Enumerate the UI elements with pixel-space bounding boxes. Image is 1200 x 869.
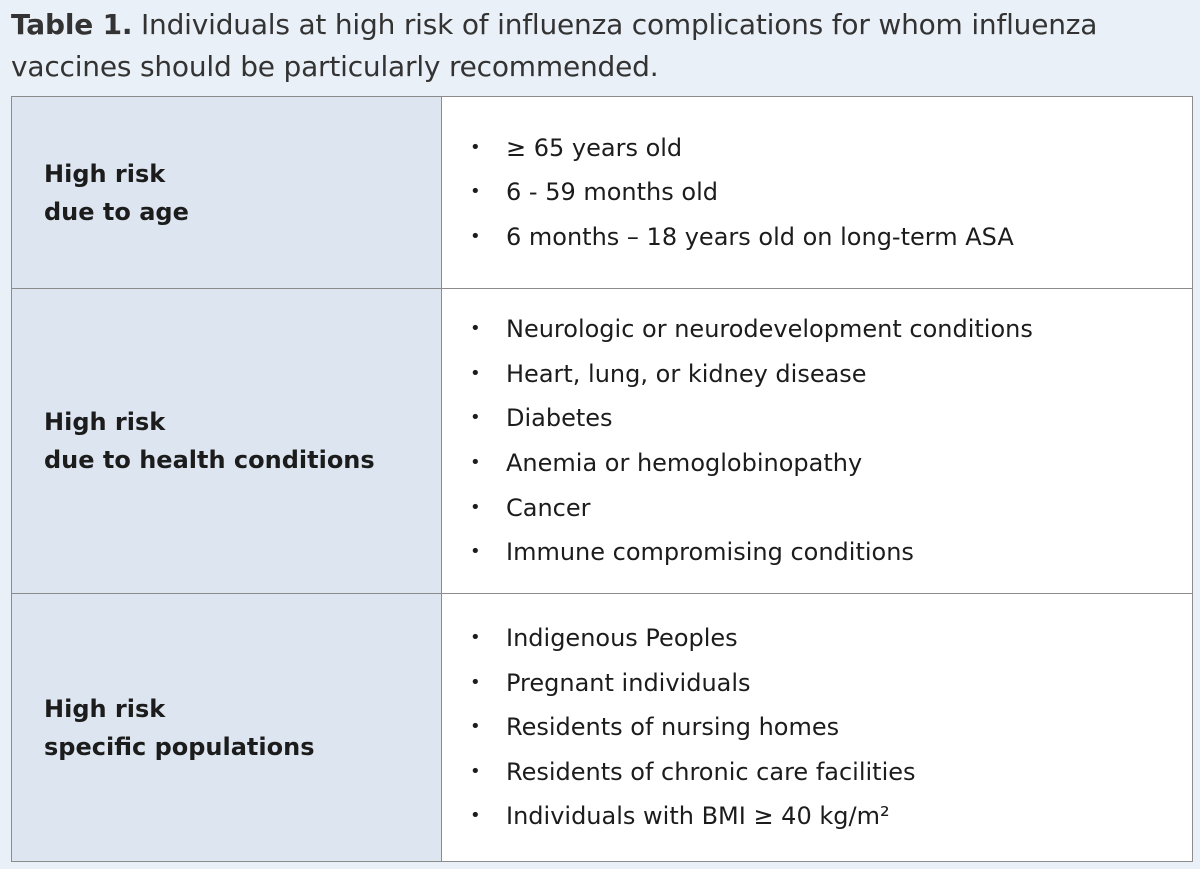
table-row — [12, 289, 1193, 594]
row-header-line: High risk — [44, 694, 166, 723]
bullet-icon: • — [470, 407, 481, 429]
row-items-populations — [442, 594, 1193, 862]
bullet-icon: • — [470, 496, 481, 518]
bullet-icon: • — [470, 181, 481, 203]
bullet-icon: • — [470, 760, 481, 782]
list-item — [470, 794, 1192, 839]
bullet-icon: • — [470, 671, 481, 693]
list-item — [470, 661, 1192, 706]
bullet-icon: • — [470, 136, 481, 158]
bullet-list — [442, 616, 1192, 839]
list-item — [470, 616, 1192, 661]
bullet-icon: • — [470, 541, 481, 563]
list-item-text: Cancer — [506, 493, 591, 522]
bullet-icon: • — [470, 452, 481, 473]
list-item-text: Immune compromising conditions — [506, 538, 914, 567]
table-caption-text: Individuals at high risk of influenza complications for whom influenza vaccines should be particularly recommended. — [11, 8, 1098, 83]
row-header-line: due to age — [44, 197, 189, 226]
list-item — [470, 170, 1192, 215]
row-items-age — [442, 97, 1193, 289]
list-item — [470, 215, 1192, 260]
list-item-text: Diabetes — [506, 404, 613, 433]
table-caption — [11, 4, 1191, 88]
row-items-health — [442, 289, 1193, 594]
list-item — [470, 126, 1192, 171]
list-item — [470, 530, 1192, 575]
list-item — [470, 307, 1192, 352]
row-header-line: High risk — [44, 408, 166, 436]
list-item-text: 6 - 59 months old — [506, 178, 718, 207]
list-item-text: Neurologic or neurodevelopment conditions — [506, 315, 1033, 344]
table-caption-label: Table 1. — [11, 8, 133, 41]
bullet-icon: • — [470, 627, 481, 649]
list-item — [470, 486, 1192, 531]
bullet-icon: • — [470, 362, 481, 384]
row-header-populations — [12, 594, 442, 862]
bullet-icon: • — [470, 225, 481, 247]
row-header-line: due to health conditions — [44, 446, 375, 474]
risk-groups-table — [11, 96, 1193, 862]
list-item — [470, 352, 1192, 397]
list-item-text: Heart, lung, or kidney disease — [506, 359, 867, 388]
list-item-text: Residents of chronic care facilities — [506, 757, 916, 786]
bullet-icon: • — [470, 805, 481, 827]
list-item — [470, 396, 1192, 441]
row-header-line: specific populations — [44, 732, 315, 761]
bullet-list — [442, 307, 1192, 575]
bullet-list — [442, 126, 1192, 260]
list-item — [470, 750, 1192, 795]
list-item-text: ≥ 65 years old — [506, 133, 683, 162]
list-item — [470, 441, 1192, 486]
row-header-health — [12, 289, 442, 594]
bullet-icon: • — [470, 318, 481, 340]
list-item-text: Indigenous Peoples — [506, 624, 738, 653]
list-item — [470, 705, 1192, 750]
row-header-line: High risk — [44, 159, 166, 188]
table-row — [12, 97, 1193, 289]
list-item-text: Individuals with BMI ≥ 40 kg/m² — [506, 802, 890, 831]
list-item-text: Pregnant individuals — [506, 668, 751, 697]
list-item-text: 6 months – 18 years old on long-term ASA — [506, 222, 1014, 251]
table-row — [12, 594, 1193, 862]
bullet-icon: • — [470, 716, 481, 738]
list-item-text: Residents of nursing homes — [506, 713, 840, 742]
list-item-text: Anemia or hemoglobinopathy — [506, 449, 863, 477]
row-header-age — [12, 97, 442, 289]
